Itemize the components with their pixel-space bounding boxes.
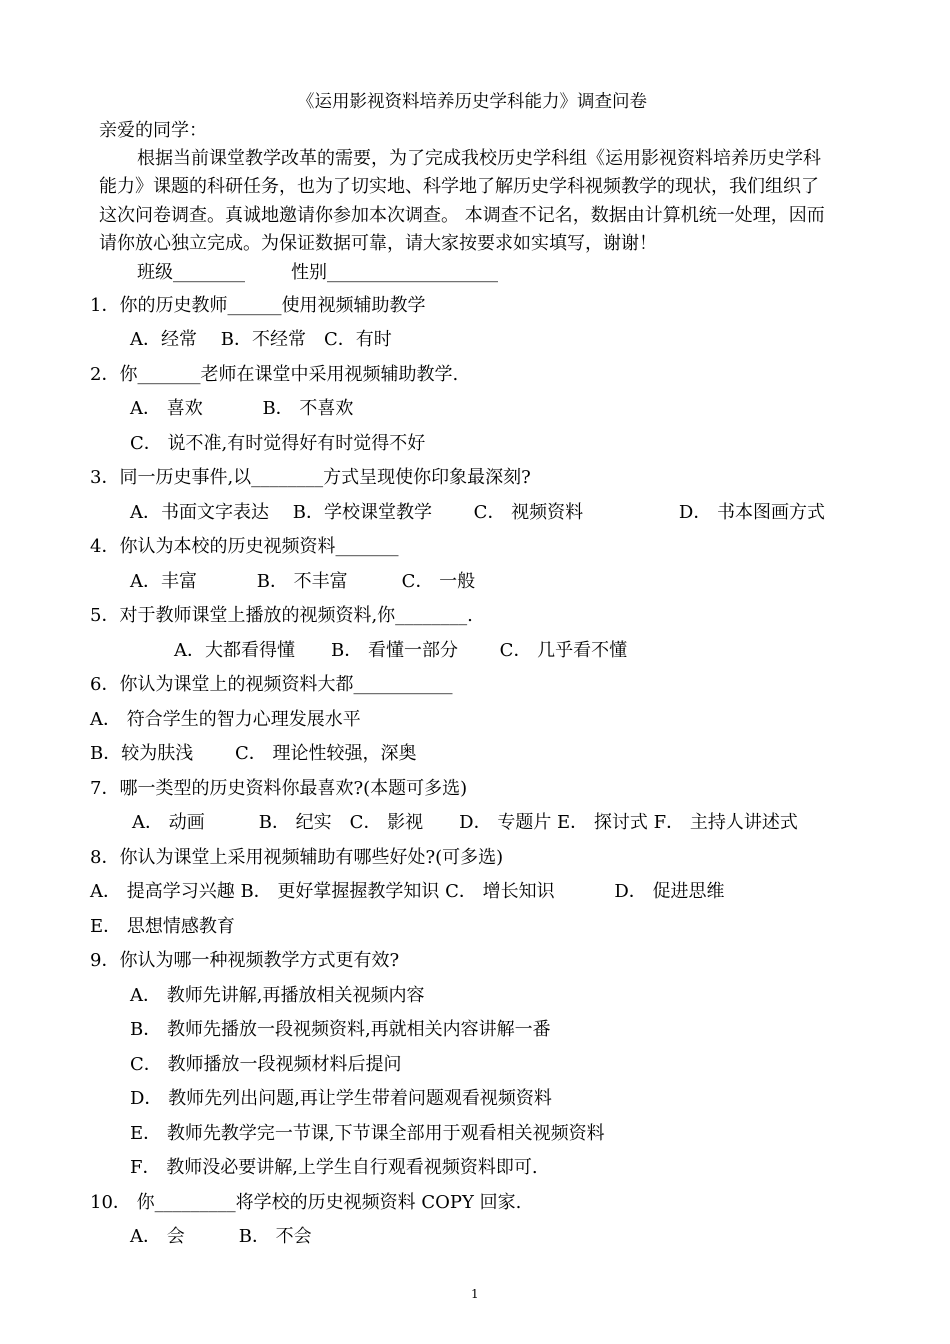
question-stem: 1．你的历史教师______使用视频辅助教学: [90, 295, 426, 316]
question-stem: 4．你认为本校的历史视频资料_______: [90, 536, 399, 557]
class-field: 班级________: [137, 262, 245, 283]
question-option-line: A． 喜欢 B． 不喜欢: [130, 398, 354, 419]
question-option-line: B． 教师先播放一段视频资料,再就相关内容讲解一番: [130, 1019, 551, 1040]
question-option-line: A．丰富 B． 不丰富 C． 一般: [130, 571, 476, 592]
question-option-line: A． 动画 B． 纪实 C． 影视 D． 专题片 E． 探讨式 F． 主持人讲述式: [132, 812, 798, 833]
question-option-line: E． 教师先教学完一节课,下节课全部用于观看相关视频资料: [130, 1123, 605, 1144]
question-option-line: E． 思想情感教育: [90, 916, 235, 937]
question-stem: 7．哪一类型的历史资料你最喜欢?(本题可多选): [90, 778, 468, 799]
question-stem: 3．同一历史事件,以________方式呈现使你印象最深刻?: [90, 467, 531, 488]
question-option-line: A． 教师先讲解,再播放相关视频内容: [130, 985, 425, 1006]
intro-line: 这次问卷调查。真诚地邀请你参加本次调查。 本调查不记名，数据由计算机统一处理，因而: [99, 205, 825, 226]
question-option-line: D． 教师先列出问题,再让学生带着问题观看视频资料: [130, 1088, 552, 1109]
question-option-line: A． 提高学习兴趣 B． 更好掌握握教学知识 C． 增长知识 D． 促进思维: [90, 881, 725, 902]
page-number: 1: [471, 1287, 479, 1301]
page-title: 《运用影视资料培养历史学科能力》调查问卷: [297, 92, 647, 112]
question-stem: 9．你认为哪一种视频教学方式更有效?: [90, 950, 400, 971]
question-option-line: A． 符合学生的智力心理发展水平: [90, 709, 361, 730]
question-option-line: C． 教师播放一段视频材料后提问: [130, 1054, 402, 1075]
question-option-line: A．书面文字表达 B．学校课堂教学 C． 视频资料 D． 书本图画方式: [130, 502, 826, 523]
question-option-line: A． 会 B． 不会: [130, 1226, 312, 1247]
question-option-line: C． 说不准,有时觉得好有时觉得不好: [130, 433, 426, 454]
question-option-line: A．大都看得懂 B． 看懂一部分 C． 几乎看不懂: [174, 640, 628, 661]
question-option-line: A．经常 B．不经常 C．有时: [130, 329, 392, 350]
question-stem: 5．对于教师课堂上播放的视频资料,你________.: [90, 605, 473, 626]
question-option-line: B．较为肤浅 C． 理论性较强，深奥: [90, 743, 417, 764]
question-stem: 8．你认为课堂上采用视频辅助有哪些好处?(可多选): [90, 847, 504, 868]
question-option-line: F． 教师没必要讲解,上学生自行观看视频资料即可.: [130, 1157, 538, 1178]
intro-line: 请你放心独立完成。为保证数据可靠，请大家按要求如实填写，谢谢！: [99, 233, 657, 254]
question-stem: 10． 你_________将学校的历史视频资料 COPY 回家.: [90, 1192, 522, 1213]
question-stem: 2．你_______老师在课堂中采用视频辅助教学.: [90, 364, 459, 385]
intro-line: 根据当前课堂教学改革的需要，为了完成我校历史学科组《运用影视资料培养历史学科: [137, 148, 821, 169]
intro-line: 能力》课题的科研任务，也为了切实地、科学地了解历史学科视频教学的现状，我们组织了: [99, 176, 819, 197]
greeting: 亲爱的同学：: [99, 120, 207, 141]
gender-field: 性别___________________: [291, 262, 498, 283]
question-stem: 6．你认为课堂上的视频资料大都___________: [90, 674, 453, 695]
